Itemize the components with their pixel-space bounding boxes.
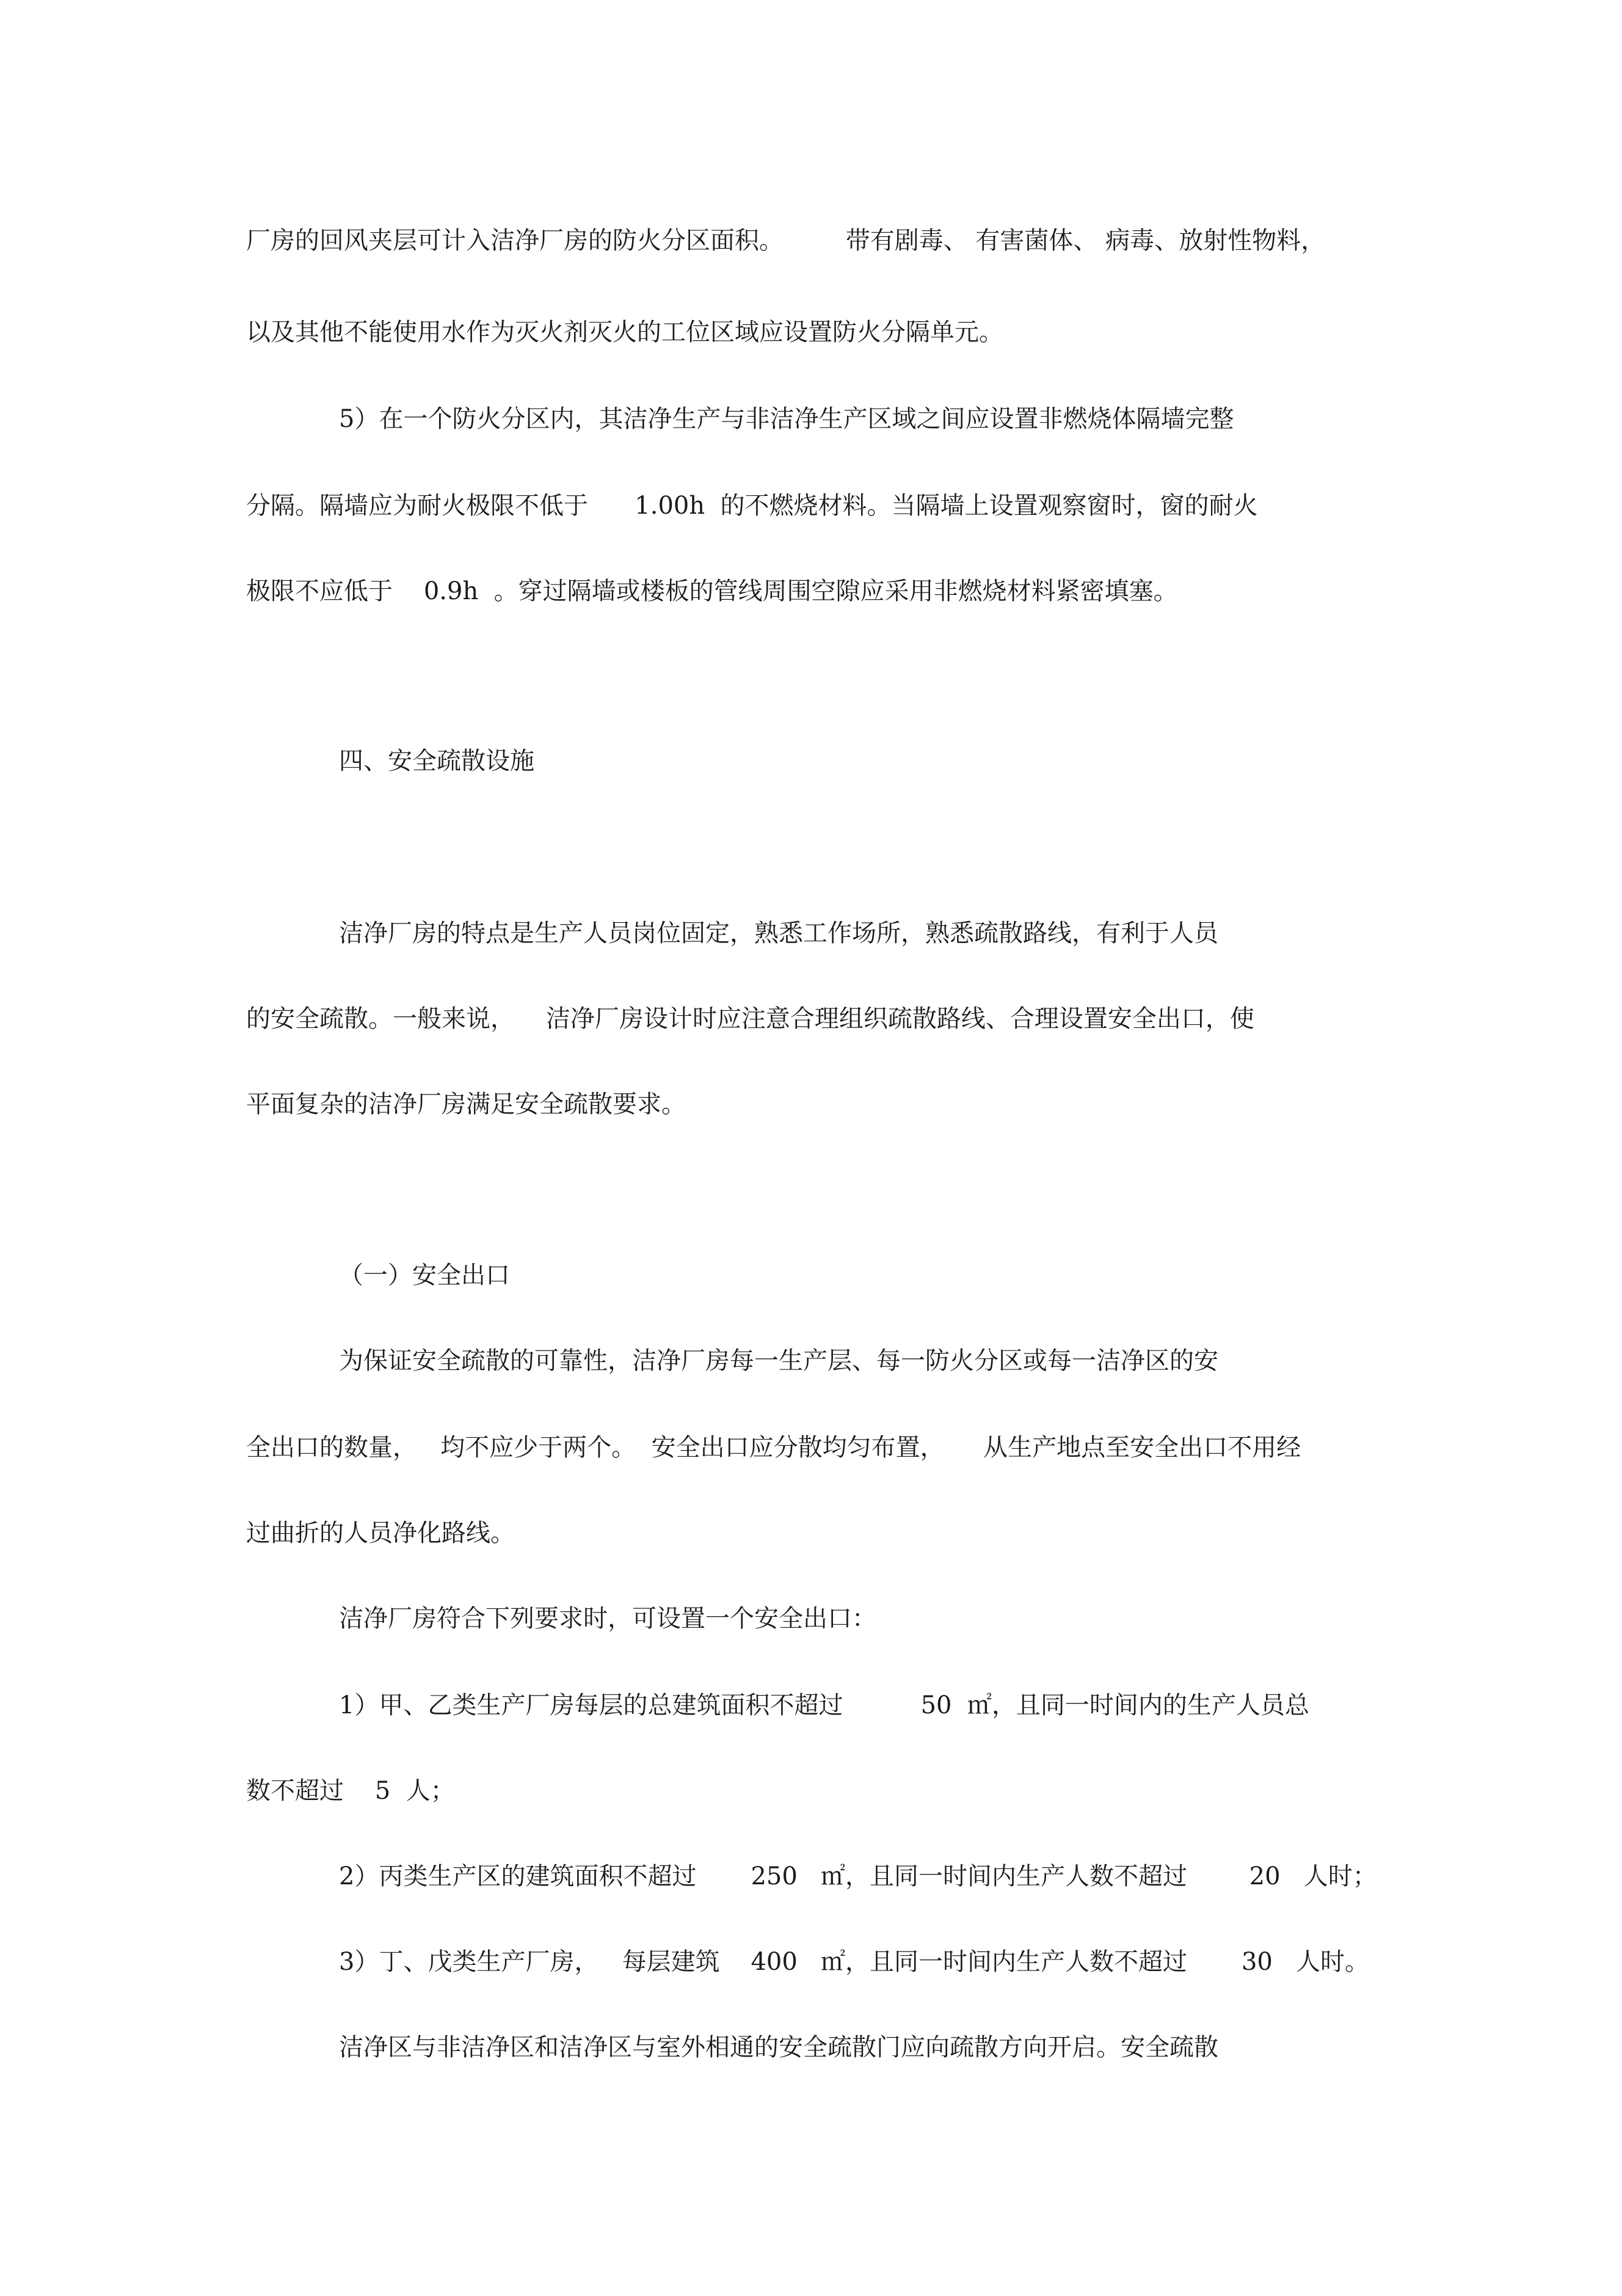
text-line: 洁净区与非洁净区和洁净区与室外相通的安全疏散门应向疏散方向开启。安全疏散 [339, 2033, 1218, 2061]
text-line: 以及其他不能使用水作为灭火剂灭火的工位区域应设置防火分隔单元。 [246, 318, 1003, 346]
section-heading: 四、安全疏散设施 [339, 747, 534, 775]
text-line: 洁净厂房的特点是生产人员岗位固定，熟悉工作场所，熟悉疏散路线，有利于人员 [339, 919, 1218, 947]
text-line: 厂房的回风夹层可计入洁净厂房的防火分区面积。 带有剧毒、 有害菌体、 病毒、放射性物料， [246, 227, 1326, 255]
subsection-heading: （一）安全出口 [339, 1261, 510, 1289]
text-line: 洁净厂房符合下列要求时，可设置一个安全出口： [339, 1605, 876, 1633]
text-line: 数不超过 5 人； [246, 1777, 455, 1805]
text-line: 全出口的数量， 均不应少于两个。 安全出口应分散均匀布置， 从生产地点至安全出口不用经 [246, 1434, 1301, 1462]
text-line: 极限不应低于 0.9h 。穿过隔墙或楼板的管线周围空隙应采用非燃烧材料紧密填塞。 [246, 577, 1178, 605]
text-line: 为保证安全疏散的可靠性，洁净厂房每一生产层、每一防火分区或每一洁净区的安 [339, 1347, 1218, 1375]
text-line: 分隔。隔墙应为耐火极限不低于 1.00h 的不燃烧材料。当隔墙上设置观察窗时，窗的耐火 [246, 492, 1258, 520]
text-line: 2）丙类生产区的建筑面积不超过 250 ㎡，且同一时间内生产人数不超过 20 人时； [339, 1862, 1377, 1890]
text-line: 3）丁、戊类生产厂房， 每层建筑 400 ㎡，且同一时间内生产人数不超过 30 人时。 [339, 1948, 1369, 1976]
text-line: 的安全疏散。一般来说， 洁净厂房设计时应注意合理组织疏散路线、合理设置安全出口，使 [246, 1005, 1254, 1033]
text-line: 5）在一个防火分区内，其洁净生产与非洁净生产区域之间应设置非燃烧体隔墙完整 [339, 405, 1234, 433]
text-line: 过曲折的人员净化路线。 [246, 1519, 515, 1547]
text-line: 1）甲、乙类生产厂房每层的总建筑面积不超过 50 ㎡，且同一时间内的生产人员总 [339, 1691, 1309, 1719]
text-line: 平面复杂的洁净厂房满足安全疏散要求。 [246, 1090, 686, 1118]
